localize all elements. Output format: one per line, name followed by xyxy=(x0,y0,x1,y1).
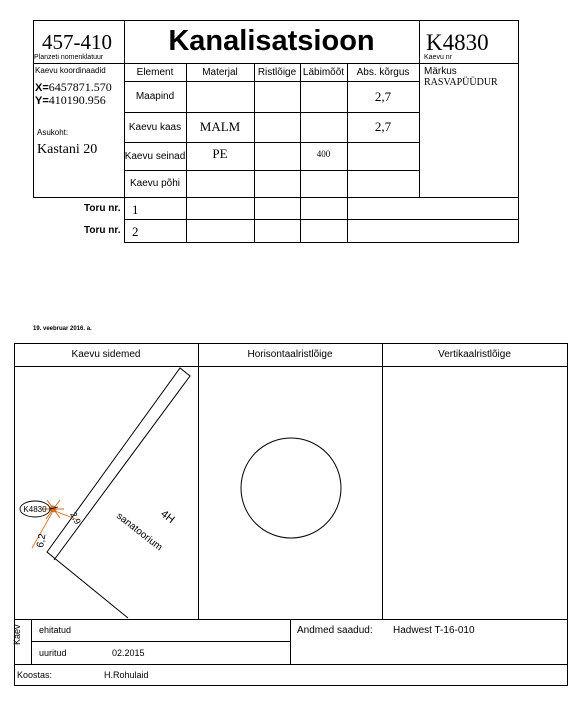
building-text: sanatoorium xyxy=(114,510,165,554)
data-source-label: Andmed saadud: xyxy=(297,625,373,636)
pipe-number: 2 xyxy=(132,224,139,239)
y-prefix: Y= xyxy=(35,95,49,107)
well-id: K4830 xyxy=(426,30,489,55)
panel-title-horizontal: Horisontaalristlõige xyxy=(247,349,333,360)
row-elevation-value: 2,7 xyxy=(374,119,392,134)
data-source-value: Hadwest T-16-010 xyxy=(393,625,475,636)
column-header-elevation: Abs. kõrgus xyxy=(356,66,410,78)
row-material-value: MALM xyxy=(199,119,241,134)
column-header-material: Materjal xyxy=(202,66,238,78)
y-value: 410190.956 xyxy=(48,93,106,107)
location-label: Asukoht: xyxy=(37,128,69,137)
surveyed-date: 02.2015 xyxy=(112,648,145,658)
well-id-label: Kaevu nr xyxy=(424,54,453,61)
dimension-b-text: 6,2 xyxy=(35,532,49,549)
pipe-number: 1 xyxy=(132,202,139,217)
panel-title-vertical: Vertikaalristlõige xyxy=(438,349,511,360)
page-title: Kanalisatsioon xyxy=(168,25,375,57)
pipe-label: Toru nr. xyxy=(84,203,121,214)
compiler-name: H.Rohulaid xyxy=(104,670,149,680)
column-header-diameter: Läbimõõt xyxy=(302,66,345,78)
x-prefix: X= xyxy=(35,82,49,94)
row-diameter-value: 400 xyxy=(316,149,331,159)
column-header-element: Element xyxy=(136,66,174,78)
well-tag-text: K4830 xyxy=(23,505,47,514)
row-elevation-value: 2,7 xyxy=(374,88,392,104)
panel-title-connections: Kaevu sidemed xyxy=(71,349,141,360)
row-element-label: Kaevu seinad xyxy=(124,150,186,162)
compiler-label: Koostas: xyxy=(17,670,53,680)
surveyed-label: uuritud xyxy=(39,648,67,658)
column-header-section: Ristlõige xyxy=(257,66,297,78)
building-outline xyxy=(47,368,190,618)
remarks-label: Märkus xyxy=(424,66,457,77)
row-material-value: PE xyxy=(212,146,228,161)
row-element-label: Kaevu kaas xyxy=(128,121,182,133)
building-floors-text: 4H xyxy=(158,507,177,527)
row-element-label: Maapind xyxy=(135,91,175,102)
coords-label: Kaevu koordinaadid xyxy=(35,66,106,75)
document-date: 19. veebruar 2016. a. xyxy=(33,326,92,332)
x-value: 6457871.570 xyxy=(48,80,112,94)
footer-side-label: Kaev xyxy=(12,624,22,645)
built-label: ehitatud xyxy=(39,625,72,635)
location-value: Kastani 20 xyxy=(37,142,98,157)
horizontal-section-circle xyxy=(240,437,342,539)
dimension-a-text: 2,9 xyxy=(68,510,83,526)
remarks-value: RASVAPÜÜDUR xyxy=(424,77,498,88)
row-element-label: Kaevu põhi xyxy=(129,178,181,189)
pipe-label: Toru nr. xyxy=(84,225,121,236)
plan-number: 457-410 xyxy=(42,30,112,54)
plan-number-label: Planzeti nomenklatuur xyxy=(34,54,104,61)
